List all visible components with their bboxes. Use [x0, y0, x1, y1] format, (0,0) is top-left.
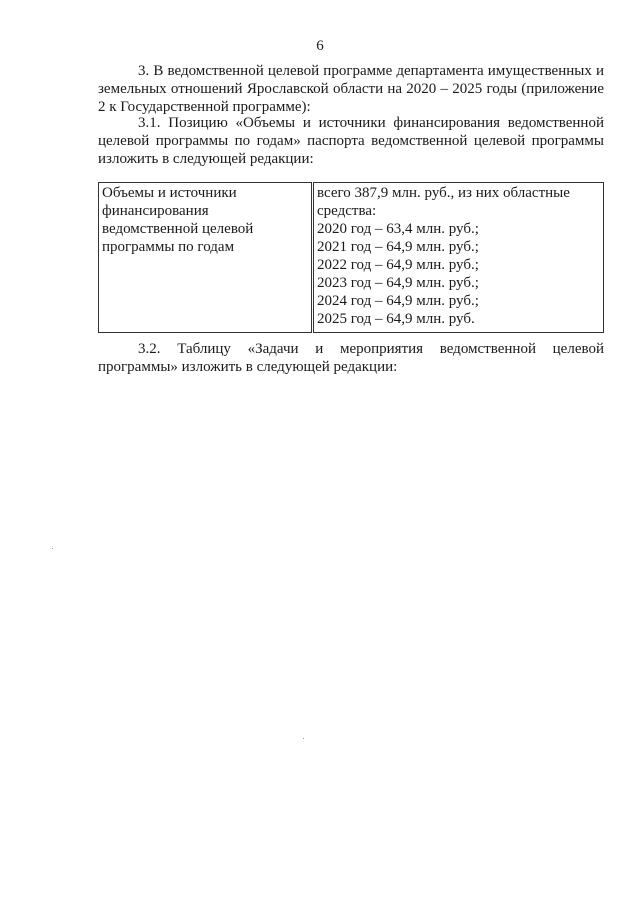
- financing-table: [98, 182, 604, 333]
- paragraph-3-2: [98, 340, 604, 376]
- left-cell-line: финансирования: [102, 203, 209, 219]
- paragraph-3-1: 3.1. Позицию «Объемы и источники финансирования ведомственной целевой программы по годам» паспорта ведомственной целевой программы изложить в следующей редакции:: [98, 115, 604, 167]
- paragraph-3-2-line-1: 3.2. Таблицу «Задачи и мероприятия ведомственной целевой: [138, 341, 604, 357]
- paragraph-3: 3. В ведомственной целевой программе департамента имущественных и земельных отношений Ярославской области на 2020 – 2025 годы (приложение 2 к Государственной программе):: [98, 63, 604, 115]
- scan-speck: [303, 738, 304, 739]
- year-2021-line: 2021 год – 64,9 млн. руб.;: [317, 239, 479, 255]
- total-line: всего 387,9 млн. руб., из них областные: [317, 185, 570, 201]
- year-2025-line: 2025 год – 64,9 млн. руб.: [317, 311, 475, 327]
- left-cell-line: программы по годам: [102, 239, 235, 255]
- paragraph-3-2-line-2: программы» изложить в следующей редакции:: [98, 359, 398, 375]
- scan-speck: [52, 548, 53, 549]
- table-row: [99, 183, 604, 333]
- page-number: 6: [316, 38, 324, 54]
- left-cell-line: Объемы и источники: [102, 185, 237, 201]
- year-2020-line: 2020 год – 63,4 млн. руб.;: [317, 221, 479, 237]
- year-2023-line: 2023 год – 64,9 млн. руб.;: [317, 275, 479, 291]
- financing-values-cell: [313, 183, 604, 333]
- position-name-cell: [99, 183, 313, 333]
- left-cell-line: ведомственной целевой: [102, 221, 254, 237]
- year-2024-line: 2024 год – 64,9 млн. руб.;: [317, 293, 479, 309]
- sources-line: средства:: [317, 203, 377, 219]
- year-2022-line: 2022 год – 64,9 млн. руб.;: [317, 257, 479, 273]
